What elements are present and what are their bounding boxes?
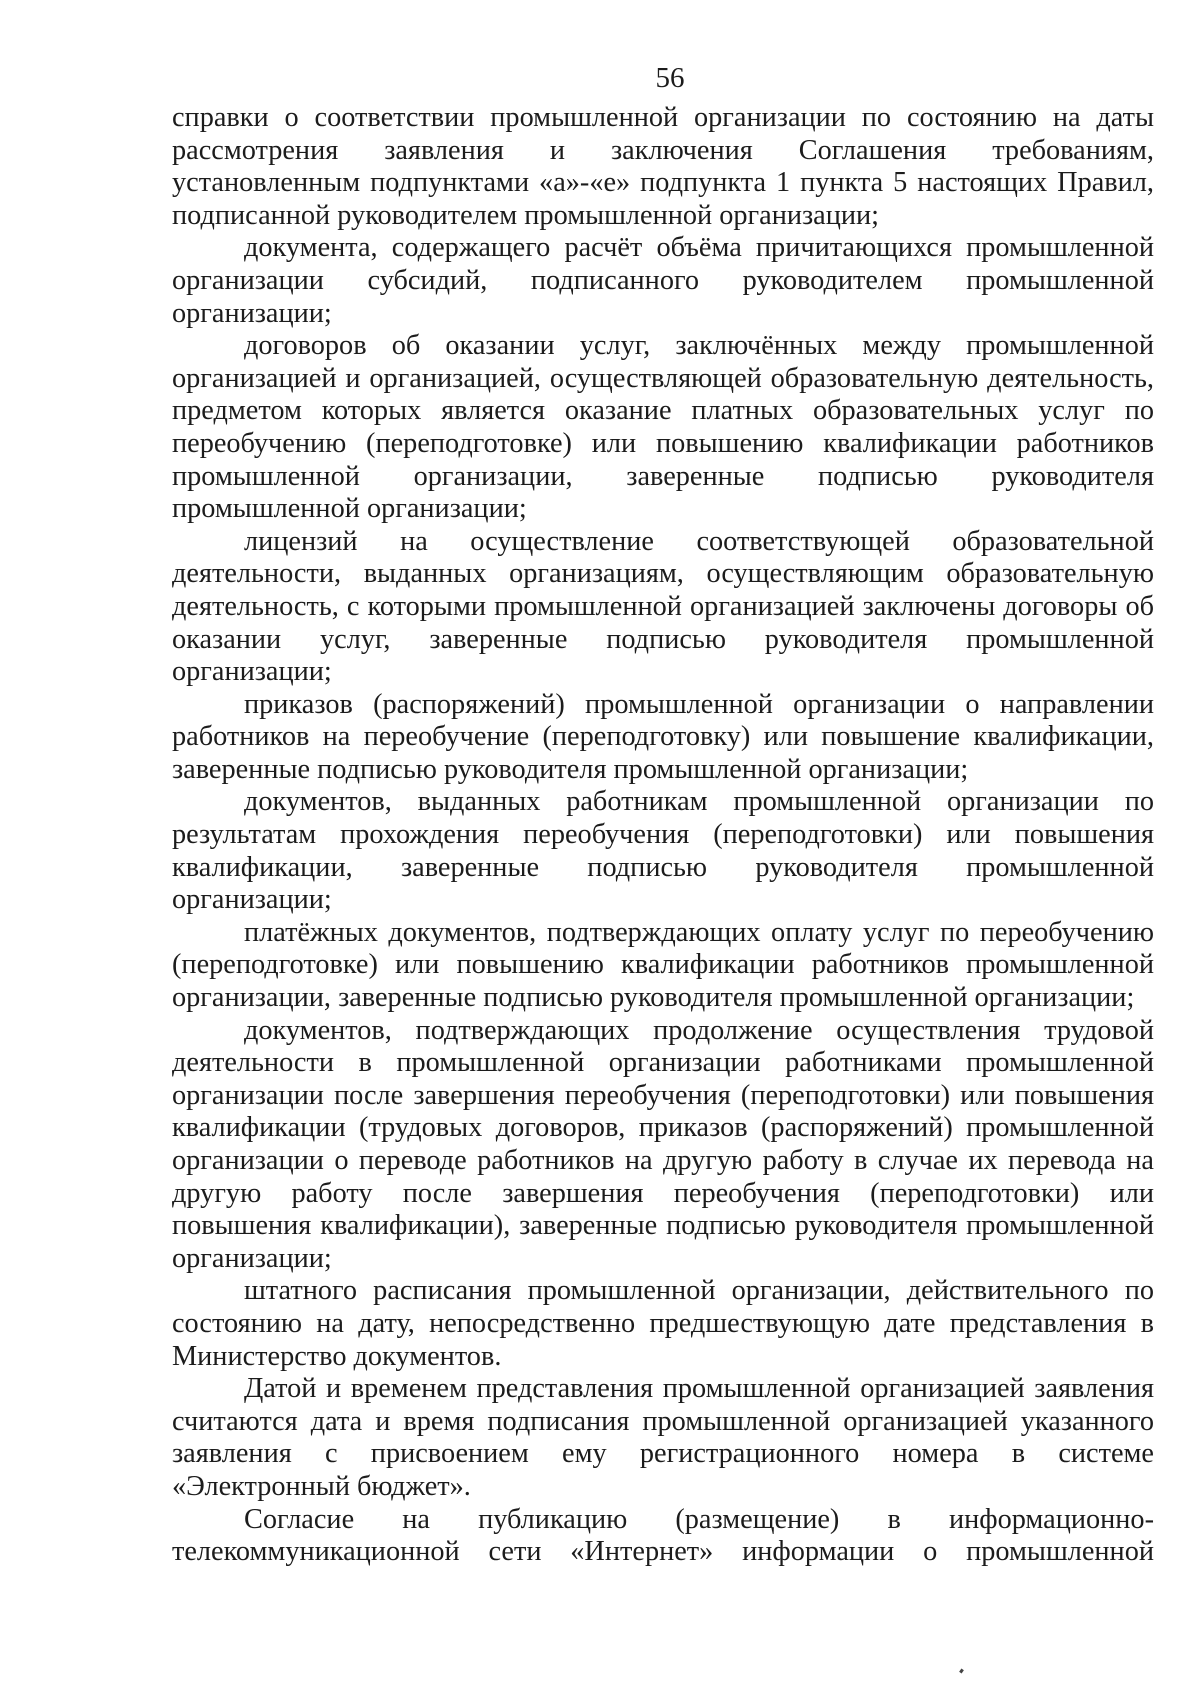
scan-speck	[959, 1669, 964, 1674]
document-body	[172, 102, 1154, 1569]
paragraph-subsidy-calculation: документа, содержащего расчёт объёма причитающихся промышленной организации субсидий, подписанного руководителем промышленной организации;	[172, 232, 1154, 329]
paragraph-employment-continuation: документов, подтверждающих продолжение осуществления трудовой деятельности в промышленной организации работниками промышленной организации после завершения переобучения (переподготовки) или повышения квалификации (трудовых договоров, приказов (распоряжений) промышленной организации о переводе работников на другую работу в случае их перевода на другую работу после завершения переобучения (переподготовки) или повышения квалификации), заверенные подписью руководителя промышленной организации;	[172, 1014, 1154, 1274]
paragraph-staff-schedule: штатного расписания промышленной организации, действительного по состоянию на дату, непосредственно предшествующую дате представления в Министерство документов.	[172, 1275, 1154, 1372]
paragraph-orders: приказов (распоряжений) промышленной организации о направлении работников на переобучение (переподготовку) или повышение квалификации, заверенные подписью руководителя промышленной организации;	[172, 688, 1154, 785]
paragraph-licenses: лицензий на осуществление соответствующей образовательной деятельности, выданных организациям, осуществляющим образовательную деятельность, с которыми промышленной организацией заключены договоры об оказании услуг, заверенные подписью руководителя промышленной организации;	[172, 525, 1154, 688]
paragraph-certificate: справки о соответствии промышленной организации по состоянию на даты рассмотрения заявления и заключения Соглашения требованиям, установленным подпунктами «а»-«е» подпункта 1 пункта 5 настоящих Правил, подписанной руководителем промышленной организации;	[172, 102, 1154, 231]
page-number: 56	[655, 62, 685, 94]
paragraph-publication-consent: Согласие на публикацию (размещение) в информационно-телекоммуникационной сети «Интернет» информации о промышленной	[172, 1503, 1154, 1568]
paragraph-submission-date: Датой и временем представления промышленной организацией заявления считаются дата и время подписания промышленной организацией указанного заявления с присвоением ему регистрационного номера в системе «Электронный бюджет».	[172, 1373, 1154, 1502]
paragraph-payment-documents: платёжных документов, подтверждающих оплату услуг по переобучению (переподготовке) или повышению квалификации работников промышленной организации, заверенные подписью руководителя промышленной организации;	[172, 916, 1154, 1014]
paragraph-training-documents: документов, выданных работникам промышленной организации по результатам прохождения переобучения (переподготовки) или повышения квалификации, заверенные подписью руководителя промышленной организации;	[172, 786, 1154, 916]
paragraph-service-contracts: договоров об оказании услуг, заключённых между промышленной организацией и организацией, осуществляющей образовательную деятельность, предметом которых является оказание платных образовательных услуг по переобучению (переподготовке) или повышению квалификации работников промышленной организации, заверенные подписью руководителя промышленной организации;	[172, 330, 1154, 525]
